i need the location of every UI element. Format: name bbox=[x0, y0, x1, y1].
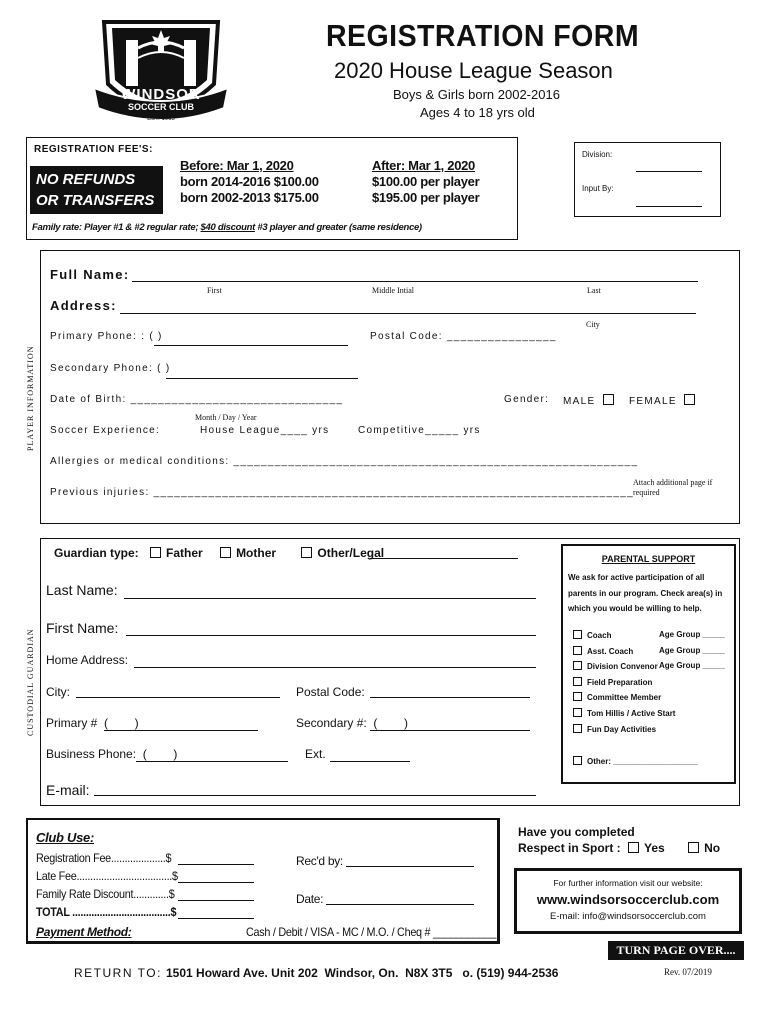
guardian-side-label: CUSTODIAL GUARDIAN bbox=[26, 628, 35, 736]
division-label: Division: bbox=[582, 150, 613, 159]
last-name-field[interactable] bbox=[124, 598, 536, 599]
input-by-field[interactable] bbox=[636, 206, 702, 207]
guardian-postal-field[interactable] bbox=[370, 697, 530, 698]
before-head: Before: Mar 1, 2020 bbox=[180, 158, 294, 173]
guardian-secondary-label: Secondary #: ( ) bbox=[296, 716, 409, 730]
male-label: MALE bbox=[563, 396, 596, 407]
email-field[interactable] bbox=[94, 795, 536, 796]
father-label: Father bbox=[166, 546, 203, 560]
revision: Rev. 07/2019 bbox=[664, 967, 712, 977]
dob-label: Date of Birth: _______________________________ bbox=[50, 394, 344, 405]
after-row-1: $100.00 per player bbox=[372, 174, 480, 189]
input-by-label: Input By: bbox=[582, 184, 614, 193]
age-range: Ages 4 to 18 yrs old bbox=[420, 105, 535, 120]
after-row-2: $195.00 per player bbox=[372, 190, 480, 205]
address-label: Address: bbox=[50, 298, 117, 313]
parental-item-label: Fun Day Activities bbox=[587, 724, 657, 734]
logo-name: WINDSOR bbox=[121, 86, 201, 103]
parental-item[interactable] bbox=[573, 692, 733, 708]
last-name-label: Last Name: bbox=[46, 582, 118, 598]
attach-note: Attach additional page if required bbox=[633, 478, 713, 497]
player-side-label: PLAYER INFORMATION bbox=[26, 345, 35, 451]
mother-label: Mother bbox=[236, 546, 277, 560]
return-address: 1501 Howard Ave. Unit 202 Windsor, On. N8X 3T5 o. (519) 944-2536 bbox=[166, 966, 559, 980]
primary-phone-label: Primary Phone: : ( ) bbox=[50, 331, 163, 342]
father-checkbox[interactable] bbox=[150, 547, 161, 558]
injuries-field[interactable]: Previous injuries: ______________________________________________________________________ bbox=[50, 487, 634, 498]
female-label: FEMALE bbox=[629, 396, 677, 407]
parental-item-label: Division Convenor bbox=[587, 662, 658, 672]
city-hint: City bbox=[586, 320, 600, 329]
mother-checkbox[interactable] bbox=[220, 547, 231, 558]
late-fee-field[interactable] bbox=[178, 882, 254, 883]
logo-club: SOCCER CLUB bbox=[127, 102, 194, 112]
parental-item[interactable] bbox=[573, 630, 733, 646]
guardian-city-label: City: bbox=[46, 685, 70, 699]
first-name-field[interactable] bbox=[126, 635, 536, 636]
allergies-field[interactable]: Allergies or medical conditions: ___________________________________________________________ bbox=[50, 456, 639, 467]
no-refunds-banner bbox=[30, 166, 163, 214]
respect-no-checkbox[interactable] bbox=[688, 842, 699, 853]
date-field[interactable] bbox=[326, 904, 474, 905]
business-phone-label: Business Phone: ( ) bbox=[46, 747, 178, 761]
family-rate-suffix: #3 player and greater (same residence) bbox=[255, 222, 422, 233]
parental-title: PARENTAL SUPPORT bbox=[601, 554, 696, 564]
guardian-type-row bbox=[54, 546, 384, 560]
respect-question bbox=[518, 824, 720, 856]
before-fees bbox=[180, 158, 319, 206]
parental-item-label: Coach bbox=[587, 631, 612, 640]
parental-item-label: Tom Hillis / Active Start bbox=[587, 708, 676, 718]
parental-item-label: Committee Member bbox=[587, 693, 662, 703]
parental-item-checkbox[interactable] bbox=[573, 724, 582, 733]
return-to-label: RETURN TO: bbox=[74, 966, 162, 980]
guardian-city-field[interactable] bbox=[76, 697, 280, 698]
respect-yes-label: Yes bbox=[644, 841, 665, 855]
middle-hint: Middle Intial bbox=[372, 286, 414, 295]
parental-item-label: Field Preparation bbox=[587, 677, 653, 687]
respect-no-label: No bbox=[704, 841, 721, 855]
payment-method-label: Payment Method: bbox=[36, 925, 132, 939]
family-discount: $40 discount bbox=[200, 222, 256, 233]
before-row-1: born 2014-2016 $100.00 bbox=[180, 174, 319, 189]
ext-label: Ext. bbox=[305, 747, 326, 761]
competitive-field[interactable]: Competitive_____ yrs bbox=[358, 425, 481, 436]
respect-line-1: Have you completed bbox=[518, 825, 635, 839]
guardian-secondary-field[interactable] bbox=[370, 730, 530, 731]
payment-options[interactable]: Cash / Debit / VISA - MC / M.O. / Cheq # ___________ bbox=[246, 925, 497, 939]
other-legal-label: Other/Legal bbox=[317, 546, 385, 560]
parental-intro: We ask for active participation of all parents in our program. Check area(s) in which you would be willing to help. bbox=[568, 573, 723, 613]
parental-item-age-group[interactable]: Age Group _____ bbox=[659, 645, 725, 655]
parental-other-label: Other: ___________________ bbox=[587, 757, 698, 766]
before-row-2: born 2002-2013 $175.00 bbox=[180, 190, 319, 205]
parental-item-checkbox[interactable] bbox=[573, 708, 582, 717]
date-label: Date: bbox=[296, 892, 324, 906]
fees-label: REGISTRATION FEE'S: bbox=[34, 144, 153, 155]
address-field[interactable] bbox=[120, 313, 696, 314]
parental-item[interactable] bbox=[573, 661, 733, 677]
other-legal-field[interactable] bbox=[370, 558, 518, 559]
club-logo bbox=[92, 14, 230, 136]
website-info: For further information visit our website: bbox=[553, 878, 703, 888]
parental-item-checkbox[interactable] bbox=[573, 677, 582, 686]
guardian-primary-label: Primary # ( ) bbox=[46, 716, 139, 730]
guardian-primary-field[interactable] bbox=[104, 730, 258, 731]
website-url[interactable]: www.windsorsoccerclub.com bbox=[536, 892, 720, 907]
parental-item[interactable] bbox=[573, 646, 733, 662]
website-email[interactable]: E-mail: info@windsorsoccerclub.com bbox=[550, 911, 706, 922]
dob-hint: Month / Day / Year bbox=[195, 413, 257, 422]
parental-item-checkbox[interactable] bbox=[573, 661, 582, 670]
respect-line-2: Respect in Sport : bbox=[518, 841, 621, 855]
gender-label: Gender: bbox=[504, 394, 550, 405]
ext-field[interactable] bbox=[330, 761, 410, 762]
parental-item[interactable] bbox=[573, 724, 733, 740]
reg-fee-label: Registration Fee....................$ bbox=[36, 851, 172, 865]
female-option[interactable] bbox=[629, 394, 700, 407]
page-title: REGISTRATION FORM bbox=[326, 18, 640, 53]
first-name-label: First Name: bbox=[46, 620, 119, 636]
parental-other[interactable] bbox=[573, 756, 698, 766]
refund-line-1: NO REFUNDS bbox=[36, 171, 136, 188]
home-address-field[interactable] bbox=[134, 667, 536, 668]
parental-item-age-group[interactable]: Age Group _____ bbox=[659, 630, 725, 639]
parental-items bbox=[573, 630, 733, 739]
recd-by-label: Rec'd by: bbox=[296, 854, 343, 868]
parental-item-checkbox[interactable] bbox=[573, 646, 582, 655]
respect-yes-checkbox[interactable] bbox=[628, 842, 639, 853]
full-name-field[interactable] bbox=[132, 281, 698, 282]
reg-fee-field[interactable] bbox=[178, 864, 254, 865]
club-use-lines bbox=[36, 849, 178, 921]
born-years: Boys & Girls born 2002-2016 bbox=[393, 87, 560, 102]
house-league-field[interactable]: House League____ yrs bbox=[200, 425, 330, 436]
other-checkbox[interactable] bbox=[573, 756, 582, 765]
other-legal-checkbox[interactable] bbox=[301, 547, 312, 558]
male-option[interactable] bbox=[563, 394, 619, 407]
total-field[interactable] bbox=[178, 918, 254, 919]
turn-page-banner: TURN PAGE OVER.... bbox=[608, 941, 744, 960]
family-discount-label: Family Rate Discount.............$ bbox=[36, 887, 175, 901]
home-address-label: Home Address: bbox=[46, 653, 129, 667]
primary-phone-field[interactable] bbox=[154, 345, 348, 346]
secondary-phone-field[interactable] bbox=[166, 378, 358, 379]
business-phone-field[interactable] bbox=[136, 761, 288, 762]
logo-est: EST. 1965 bbox=[147, 116, 175, 122]
parental-item-checkbox[interactable] bbox=[573, 692, 582, 701]
postal-code-label: Postal Code: ________________ bbox=[370, 331, 557, 342]
division-field[interactable] bbox=[636, 171, 702, 172]
male-checkbox[interactable] bbox=[603, 394, 614, 405]
parental-item-label: Asst. Coach bbox=[587, 646, 634, 656]
family-rate-prefix: Family rate: Player #1 & #2 regular rate; bbox=[32, 222, 201, 233]
after-head: After: Mar 1, 2020 bbox=[372, 158, 475, 173]
guardian-postal-label: Postal Code: bbox=[296, 685, 365, 699]
total-label: TOTAL ....................................$ bbox=[36, 905, 177, 919]
family-rate bbox=[32, 222, 422, 233]
late-fee-label: Late Fee...................................$ bbox=[36, 869, 178, 883]
recd-by-field[interactable] bbox=[346, 866, 474, 867]
experience-label: Soccer Experience: bbox=[50, 425, 161, 436]
family-discount-field[interactable] bbox=[178, 900, 254, 901]
parental-item-age-group[interactable]: Age Group _____ bbox=[659, 661, 725, 671]
full-name-label: Full Name: bbox=[50, 267, 130, 282]
first-hint: First bbox=[207, 286, 222, 295]
parental-item[interactable] bbox=[573, 708, 733, 724]
season-title: 2020 House League Season bbox=[334, 58, 613, 83]
email-label: E-mail: bbox=[46, 782, 90, 798]
secondary-phone-label: Secondary Phone: ( ) bbox=[50, 363, 171, 374]
female-checkbox[interactable] bbox=[684, 394, 695, 405]
refund-line-2: OR TRANSFERS bbox=[36, 192, 155, 209]
parental-item-checkbox[interactable] bbox=[573, 630, 582, 639]
club-use-title: Club Use: bbox=[36, 830, 94, 845]
last-hint: Last bbox=[587, 286, 601, 295]
parental-item[interactable] bbox=[573, 677, 733, 693]
guardian-type-label: Guardian type: bbox=[54, 546, 139, 560]
after-fees bbox=[372, 158, 479, 206]
